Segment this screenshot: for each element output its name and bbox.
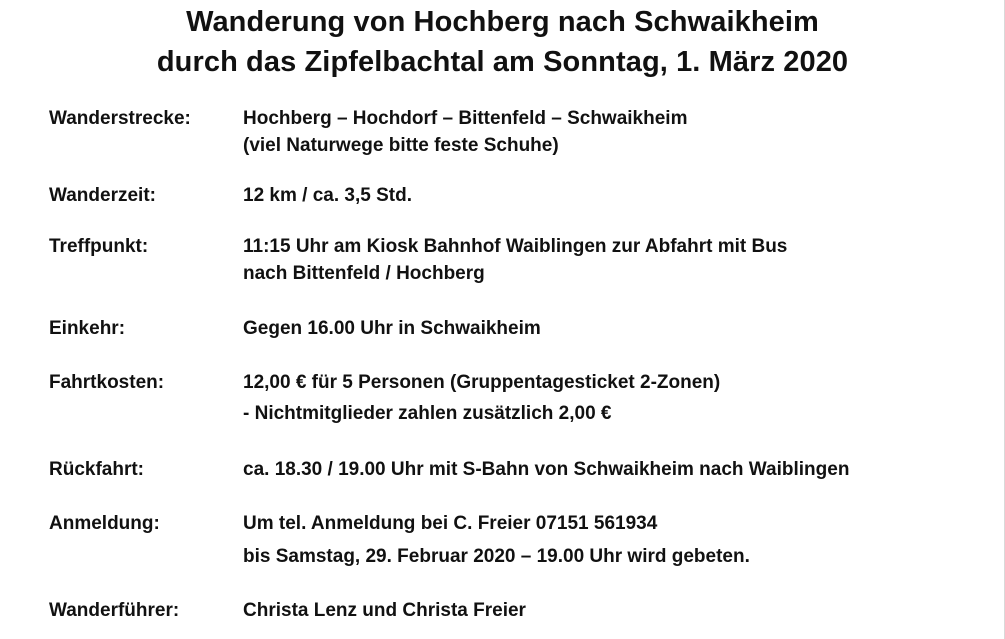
value-fahrtkosten-line-2: - Nichtmitglieder zahlen zusätzlich 2,00 €: [243, 403, 612, 424]
value-treffpunkt-line-2: nach Bittenfeld / Hochberg: [243, 263, 485, 284]
value-wanderzeit: 12 km / ca. 3,5 Std.: [243, 185, 412, 206]
document-title-line-1: Wanderung von Hochberg nach Schwaikheim: [186, 6, 819, 38]
value-einkehr: Gegen 16.00 Uhr in Schwaikheim: [243, 318, 541, 339]
value-anmeldung-line-1: Um tel. Anmeldung bei C. Freier 07151 561934: [243, 513, 658, 534]
label-treffpunkt: Treffpunkt:: [49, 236, 149, 257]
document-title-line-2: durch das Zipfelbachtal am Sonntag, 1. März 2020: [156, 46, 849, 78]
label-wanderstrecke: Wanderstrecke:: [49, 108, 191, 129]
value-wanderstrecke-line-1: Hochberg – Hochdorf – Bittenfeld – Schwaikheim: [243, 108, 688, 129]
value-treffpunkt-line-1: 11:15 Uhr am Kiosk Bahnhof Waiblingen zur Abfahrt mit Bus: [243, 236, 788, 257]
value-rueckfahrt: ca. 18.30 / 19.00 Uhr mit S-Bahn von Schwaikheim nach Waiblingen: [243, 459, 850, 480]
label-anmeldung: Anmeldung:: [49, 513, 160, 534]
value-wanderfuehrer: Christa Lenz und Christa Freier: [243, 600, 526, 621]
value-wanderstrecke-line-2: (viel Naturwege bitte feste Schuhe): [243, 135, 559, 156]
label-einkehr: Einkehr:: [49, 318, 126, 339]
label-fahrtkosten: Fahrtkosten:: [49, 372, 165, 393]
label-rueckfahrt: Rückfahrt:: [49, 459, 145, 480]
label-wanderfuehrer: Wanderführer:: [49, 600, 180, 621]
label-wanderzeit: Wanderzeit:: [49, 185, 156, 206]
value-fahrtkosten-line-1: 12,00 € für 5 Personen (Gruppentagesticket 2-Zonen): [243, 372, 721, 393]
value-anmeldung-line-2: bis Samstag, 29. Februar 2020 – 19.00 Uhr wird gebeten.: [243, 546, 750, 567]
